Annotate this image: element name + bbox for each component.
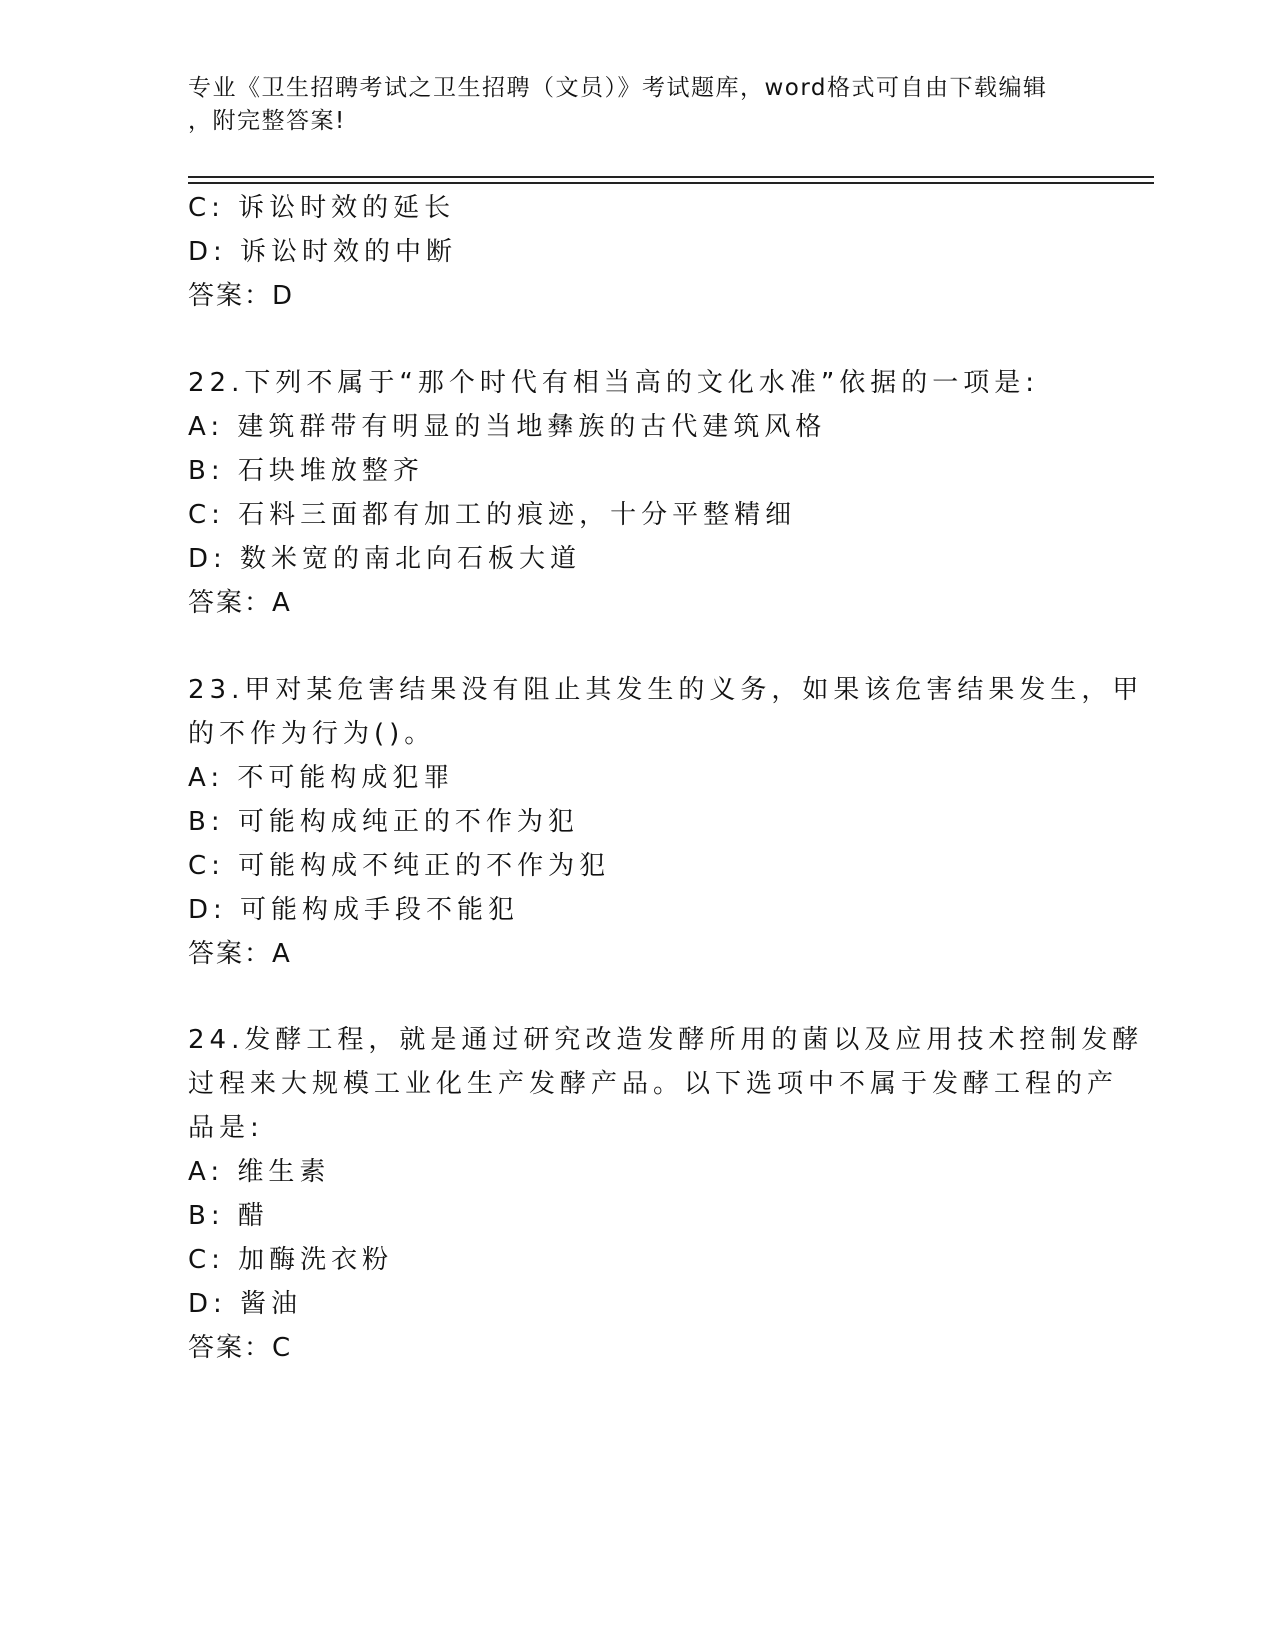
header-line-1: 专业《卫生招聘考试之卫生招聘（文员）》考试题库，word格式可自由下载编辑: [188, 75, 1048, 101]
q24-stem-line-1: 24.发酵工程，就是通过研究改造发酵所用的菌以及应用技术控制发酵: [188, 1025, 1144, 1055]
q24-option-a: A: 维生素: [188, 1157, 331, 1187]
q23-option-c: C: 可能构成不纯正的不作为犯: [188, 851, 611, 881]
q22-option-d: D: 数米宽的南北向石板大道: [188, 544, 582, 574]
q24-option-d: D: 酱油: [188, 1289, 303, 1319]
q23-option-d: D: 可能构成手段不能犯: [188, 895, 520, 925]
header-line-2: ，附完整答案!: [188, 108, 346, 134]
q24-stem-line-3: 品是:: [188, 1113, 264, 1143]
prev-option-d: D: 诉讼时效的中断: [188, 237, 458, 267]
document-header: [188, 72, 1088, 138]
q22-option-b: B: 石块堆放整齐: [188, 456, 424, 486]
header-divider-bottom: [188, 182, 1154, 184]
q24-option-b: B: 醋: [188, 1201, 269, 1231]
q24-answer: 答案：C: [188, 1333, 293, 1363]
q22-option-c: C: 石料三面都有加工的痕迹，十分平整精细: [188, 500, 797, 530]
q23-stem-line-2: 的不作为行为()。: [188, 719, 436, 749]
q22-answer: 答案：A: [188, 588, 292, 618]
q22-option-a: A: 建筑群带有明显的当地彝族的古代建筑风格: [188, 412, 827, 442]
q24-option-c: C: 加酶洗衣粉: [188, 1245, 394, 1275]
q24-stem-line-2: 过程来大规模工业化生产发酵产品。以下选项中不属于发酵工程的产: [188, 1069, 1119, 1099]
q23-stem-line-1: 23.甲对某危害结果没有阻止其发生的义务，如果该危害结果发生，甲: [188, 675, 1144, 705]
prev-answer: 答案：D: [188, 281, 295, 311]
prev-option-c: C: 诉讼时效的延长: [188, 193, 456, 223]
q23-option-b: B: 可能构成纯正的不作为犯: [188, 807, 579, 837]
header-divider-top: [188, 176, 1154, 178]
q23-answer: 答案：A: [188, 939, 292, 969]
q23-option-a: A: 不可能构成犯罪: [188, 763, 455, 793]
q22-stem: 22.下列不属于“那个时代有相当高的文化水准”依据的一项是:: [188, 368, 1040, 398]
